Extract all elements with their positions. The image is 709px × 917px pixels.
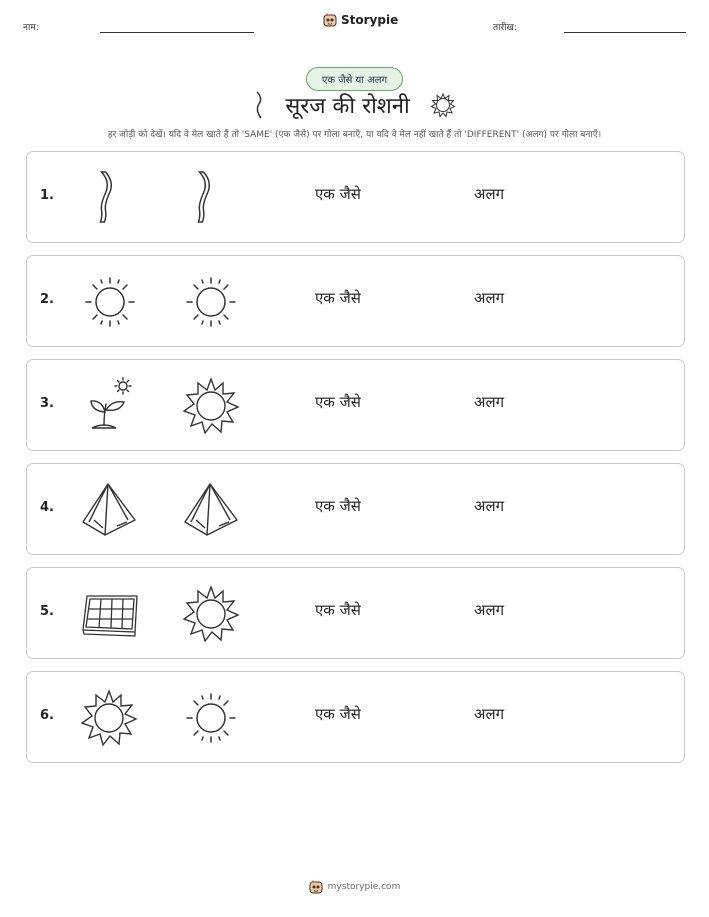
same-option[interactable]: एक जैसे — [315, 705, 361, 723]
question-number: 4. — [40, 500, 54, 515]
brand-name: Storypie — [341, 13, 399, 27]
question-row-3 — [26, 359, 685, 451]
sun-icon — [181, 272, 241, 332]
solar-panel-icon — [79, 584, 139, 644]
sun-icon — [80, 272, 140, 332]
question-row-6 — [26, 671, 685, 763]
question-number: 3. — [40, 396, 54, 411]
instructions: हर जोड़ी को देखें। यदि वे मेल खाते हैं तो 'SAME' (एक जैसे) पर गोला बनाएँ, या यदि वे मेल नहीं खाते हैं तो 'DIFFERENT' (अलग) पर गोला बनाएँ। — [107, 130, 602, 140]
squiggle-icon — [97, 168, 157, 228]
name-field[interactable] — [100, 32, 254, 33]
same-option[interactable]: एक जैसे — [315, 393, 361, 411]
brand-logo — [323, 13, 398, 27]
question-row-1 — [26, 151, 685, 243]
different-option[interactable]: अलग — [474, 705, 505, 723]
different-option[interactable]: अलग — [474, 289, 505, 307]
different-option[interactable]: अलग — [474, 601, 505, 619]
date-label: तारीख: — [493, 23, 517, 33]
footer-url[interactable]: mystorypie.com — [327, 882, 401, 892]
name-label: नाम: — [23, 23, 39, 33]
question-number: 5. — [40, 604, 54, 619]
footer — [0, 880, 709, 894]
activity-tag: एक जैसे या अलग — [306, 67, 403, 91]
question-row-2 — [26, 255, 685, 347]
plant-sun-icon — [82, 376, 142, 436]
same-option[interactable]: एक जैसे — [315, 601, 361, 619]
question-number: 6. — [40, 708, 54, 723]
different-option[interactable]: अलग — [474, 497, 505, 515]
title-row — [0, 90, 709, 120]
spiky-sun-icon — [79, 688, 139, 748]
spiky-sun-icon — [181, 584, 241, 644]
different-option[interactable]: अलग — [474, 185, 505, 203]
storypie-icon — [323, 13, 337, 27]
sun-icon — [181, 688, 241, 748]
pyramid-icon — [181, 480, 241, 540]
squiggle-icon — [251, 90, 267, 120]
same-option[interactable]: एक जैसे — [315, 185, 361, 203]
pyramid-icon — [79, 480, 139, 540]
question-row-5 — [26, 567, 685, 659]
same-option[interactable]: एक जैसे — [315, 289, 361, 307]
question-number: 2. — [40, 292, 54, 307]
question-row-4 — [26, 463, 685, 555]
storypie-icon — [309, 880, 323, 894]
different-option[interactable]: अलग — [474, 393, 505, 411]
spiky-sun-icon — [428, 90, 458, 120]
squiggle-icon — [195, 168, 255, 228]
page-title: सूरज की रोशनी — [285, 94, 410, 119]
same-option[interactable]: एक जैसे — [315, 497, 361, 515]
question-number: 1. — [40, 188, 54, 203]
date-field[interactable] — [564, 32, 686, 33]
spiky-sun-icon — [181, 376, 241, 436]
